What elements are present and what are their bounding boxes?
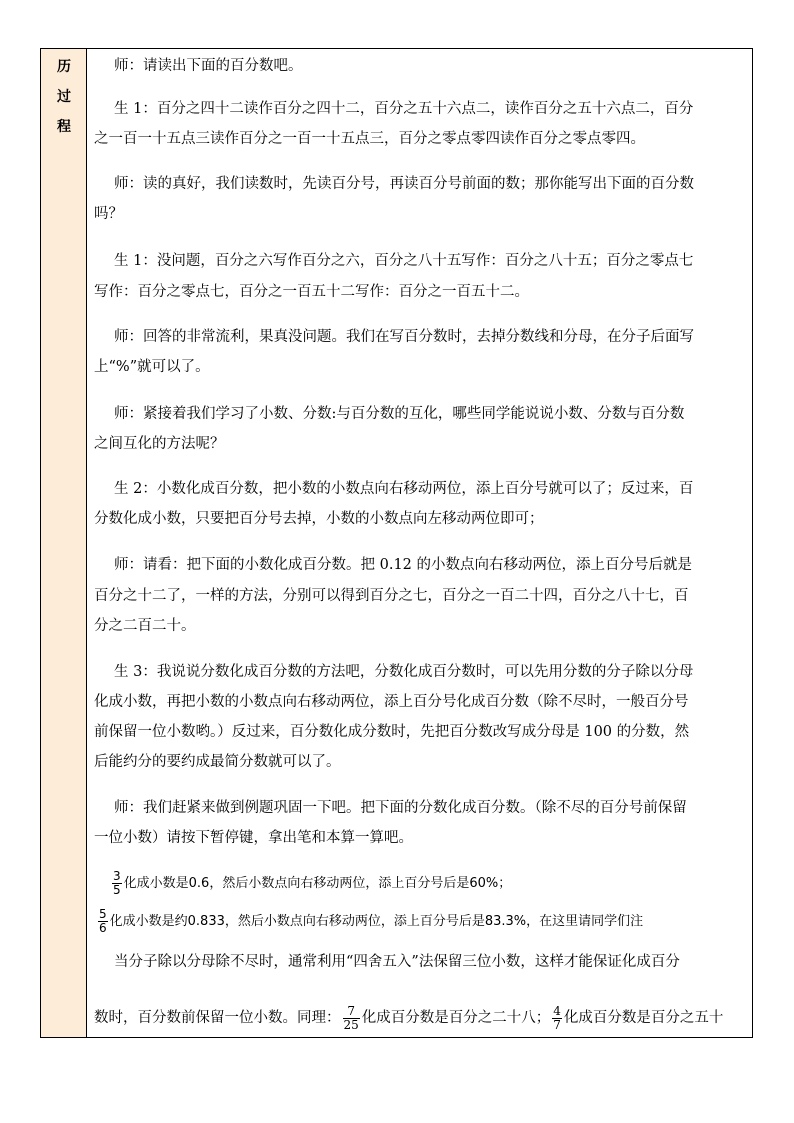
- paragraph-line: 前保留一位小数哟。）反过来，百分数化成分数时，先把百分数改写成分母是 100 的分数，然: [94, 724, 690, 740]
- lesson-table: [40, 48, 753, 1038]
- paragraph-line: 生 3：我说说分数化成百分数的方法吧，分数化成百分数时，可以先用分数的分子除以分母: [114, 664, 694, 680]
- paragraph-line: 生 2：小数化成百分数，把小数的小数点向右移动两位，添上百分号就可以了；反过来，百: [114, 481, 694, 497]
- fraction-7-25: $\frac{7}{25}$: [343, 1003, 359, 1032]
- example-line-1: [110, 867, 511, 901]
- example-text-1: 化成小数是0.6，然后小数点向右移动两位，添上百分号后是60%；: [123, 876, 512, 891]
- paragraph-line: 生 1：百分之四十二读作百分之四十二，百分之五十六点二，读作百分之五十六点二，百分: [114, 101, 694, 117]
- paragraph-line: 生 1：没问题，百分之六写作百分之六，百分之八十五写作：百分之八十五；百分之零点七: [114, 253, 694, 269]
- paragraph-line: 上“%”就可以了。: [94, 359, 210, 375]
- paragraph-line: 数时，百分数前保留一位小数。同理： $\frac{7}{25}$ 化成百分数是百分之二十八； $\frac{4}{7}$ 化成百分数是百分之五十: [94, 1003, 724, 1032]
- paragraph-line: 一位小数）请按下暂停键，拿出笔和本算一算吧。: [94, 830, 413, 846]
- paragraph-line: 师：读的真好，我们读数时，先读百分号，再读百分号前面的数；那你能写出下面的百分数: [114, 176, 694, 192]
- paragraph-line: 师：请看：把下面的小数化成百分数。把 0.12 的小数点向右移动两位，添上百分号后就是: [114, 557, 692, 573]
- section-label-char: 过: [57, 89, 71, 105]
- fraction-3-5: $\frac{3}{5}$: [113, 869, 121, 897]
- example-text-2: 化成小数是约0.833，然后小数点向右移动两位，添上百分号后是83.3%，在这里请同学们注: [109, 914, 644, 929]
- section-label-char: 程: [57, 119, 71, 135]
- paragraph-line: 之间互化的方法呢？: [94, 436, 225, 452]
- paragraph-line: 百分之十二了，一样的方法，分别可以得到百分之七，百分之一百二十四，百分之八十七，百: [94, 588, 689, 604]
- section-label-char: 历: [57, 59, 71, 75]
- fraction-4-7: $\frac{4}{7}$: [553, 1003, 561, 1032]
- paragraph-line: 师：我们赶紧来做到例题巩固一下吧。把下面的分数化成百分数。（除不尽的百分号前保留: [114, 800, 687, 816]
- paragraph-line: 师：请读出下面的百分数吧。: [114, 58, 303, 74]
- section-label-cell: [41, 49, 87, 1037]
- paragraph-line: 后能约分的要约成最简分数就可以了。: [94, 754, 341, 770]
- fraction-5-6: $\frac{5}{6}$: [99, 907, 107, 935]
- paragraph-line: 师：紧接着我们学习了小数、分数:与百分数的互化，哪些同学能说说小数、分数与百分数: [114, 406, 685, 422]
- paragraph-line: 分数化成小数，只要把百分号去掉，小数的小数点向左移动两位即可；: [94, 511, 544, 527]
- paragraph-line: 写作：百分之零点七，百分之一百五十二写作：百分之一百五十二。: [94, 284, 529, 300]
- paragraph-line: 化成小数，再把小数的小数点向右移动两位，添上百分号化成百分数（除不尽时，一般百分号: [94, 694, 689, 710]
- paragraph-line: 吗？: [94, 206, 123, 222]
- paragraph-line: 之一百一十五点三读作百分之一百一十五点三，百分之零点零四读作百分之零点零四。: [94, 131, 645, 147]
- example-line-2: [96, 905, 643, 939]
- paragraph-line: 分之二百二十。: [94, 618, 196, 634]
- paragraph-line: 当分子除以分母除不尽时，通常利用“四舍五入”法保留三位小数，这样才能保证化成百分: [114, 954, 680, 970]
- paragraph-line: 师：回答的非常流利，果真没问题。我们在写百分数时，去掉分数线和分母，在分子后面写: [114, 329, 694, 345]
